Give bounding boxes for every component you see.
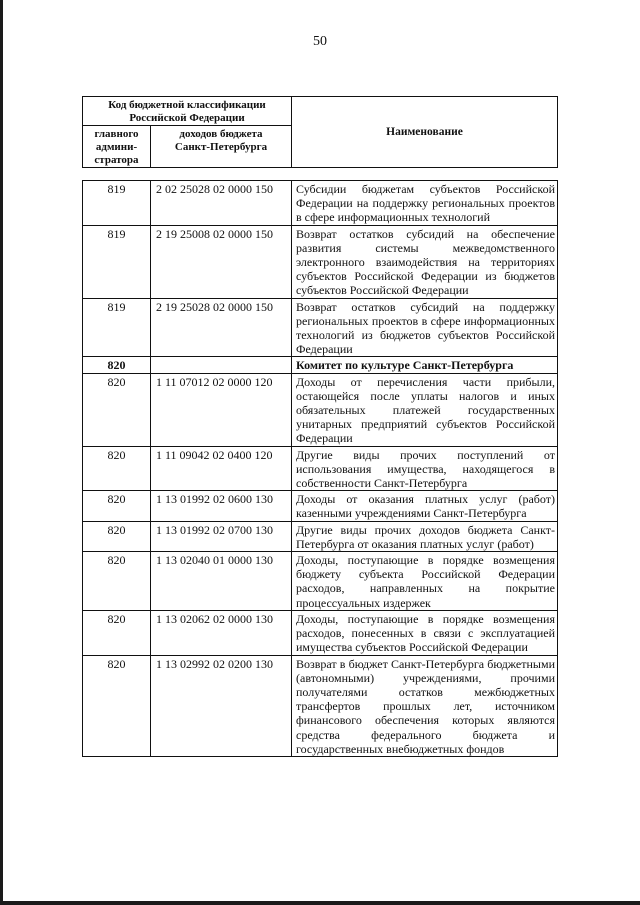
- admin-code-cell: 820: [83, 610, 151, 655]
- income-code-cell: [151, 357, 292, 373]
- scan-bottom-edge: [0, 901, 640, 905]
- admin-code-cell: 819: [83, 298, 151, 357]
- name-cell: Другие виды прочих поступлений от использования имущества, находящегося в собственности Санкт-Петербурга: [292, 446, 558, 491]
- income-code-cell: 1 13 02040 01 0000 130: [151, 552, 292, 611]
- admin-code-cell: 819: [83, 225, 151, 298]
- page-number: 50: [313, 34, 327, 49]
- name-cell: Доходы, поступающие в порядке возмещения расходов, понесенных в связи с эксплуатацией имущества субъектов Российской Федерации: [292, 610, 558, 655]
- table-row: [83, 181, 558, 226]
- income-code-cell: 1 11 07012 02 0000 120: [151, 373, 292, 446]
- admin-code-cell: 819: [83, 181, 151, 226]
- admin-code-cell: 820: [83, 655, 151, 756]
- header-name: Наименование: [292, 97, 558, 168]
- table-row: [83, 373, 558, 446]
- name-cell: Возврат в бюджет Санкт-Петербурга бюджетными (автономными) учреждениями, прочими получателями остатков межбюджетных трансфертов прошлых лет, источником финансового обеспечения которых являются средства федерального бюджета и государственных внебюджетных фондов: [292, 655, 558, 756]
- name-cell: Комитет по культуре Санкт-Петербурга: [292, 357, 558, 373]
- table-row: [83, 521, 558, 551]
- name-cell: Возврат остатков субсидий на обеспечение развития системы межведомственного электронного взаимодействия на территориях субъектов Российской Федерации из бюджетов субъектов Российской Федерации: [292, 225, 558, 298]
- name-cell: Доходы, поступающие в порядке возмещения бюджету субъекта Российской Федерации расходов, направленных на покрытие процессуальных издержек: [292, 552, 558, 611]
- table-row: [83, 491, 558, 521]
- name-cell: Доходы от перечисления части прибыли, остающейся после уплаты налогов и иных обязательных платежей государственных унитарных предприятий субъектов Российской Федерации: [292, 373, 558, 446]
- table-row: [83, 610, 558, 655]
- admin-code-cell: 820: [83, 357, 151, 373]
- income-code-cell: 1 13 02992 02 0200 130: [151, 655, 292, 756]
- income-code-cell: 1 11 09042 02 0400 120: [151, 446, 292, 491]
- admin-code-cell: 820: [83, 446, 151, 491]
- table-row: [83, 446, 558, 491]
- table-header: [82, 96, 558, 168]
- table-row: [83, 225, 558, 298]
- header-group-title: Код бюджетной классификации Российской Федерации: [83, 97, 292, 126]
- scan-left-edge: [0, 0, 3, 905]
- income-code-cell: 2 02 25028 02 0000 150: [151, 181, 292, 226]
- name-cell: Возврат остатков субсидий на поддержку региональных проектов в сфере информационных технологий из бюджетов субъектов Российской Федерации: [292, 298, 558, 357]
- admin-code-cell: 820: [83, 491, 151, 521]
- table-row: [83, 357, 558, 373]
- header-income: доходов бюджета Санкт-Петербурга: [151, 126, 292, 168]
- income-code-cell: 2 19 25028 02 0000 150: [151, 298, 292, 357]
- classification-table: [82, 180, 558, 757]
- admin-code-cell: 820: [83, 521, 151, 551]
- income-code-cell: 1 13 01992 02 0700 130: [151, 521, 292, 551]
- name-cell: Другие виды прочих доходов бюджета Санкт-Петербурга от оказания платных услуг (работ): [292, 521, 558, 551]
- admin-code-cell: 820: [83, 552, 151, 611]
- admin-code-cell: 820: [83, 373, 151, 446]
- header-admin: главного админи-стратора: [83, 126, 151, 168]
- table-row: [83, 552, 558, 611]
- income-code-cell: 1 13 02062 02 0000 130: [151, 610, 292, 655]
- name-cell: Субсидии бюджетам субъектов Российской Федерации на поддержку региональных проектов в сфере информационных технологий: [292, 181, 558, 226]
- income-code-cell: 1 13 01992 02 0600 130: [151, 491, 292, 521]
- table-row: [83, 298, 558, 357]
- name-cell: Доходы от оказания платных услуг (работ) казенными учреждениями Санкт-Петербурга: [292, 491, 558, 521]
- income-code-cell: 2 19 25008 02 0000 150: [151, 225, 292, 298]
- table-row: [83, 655, 558, 756]
